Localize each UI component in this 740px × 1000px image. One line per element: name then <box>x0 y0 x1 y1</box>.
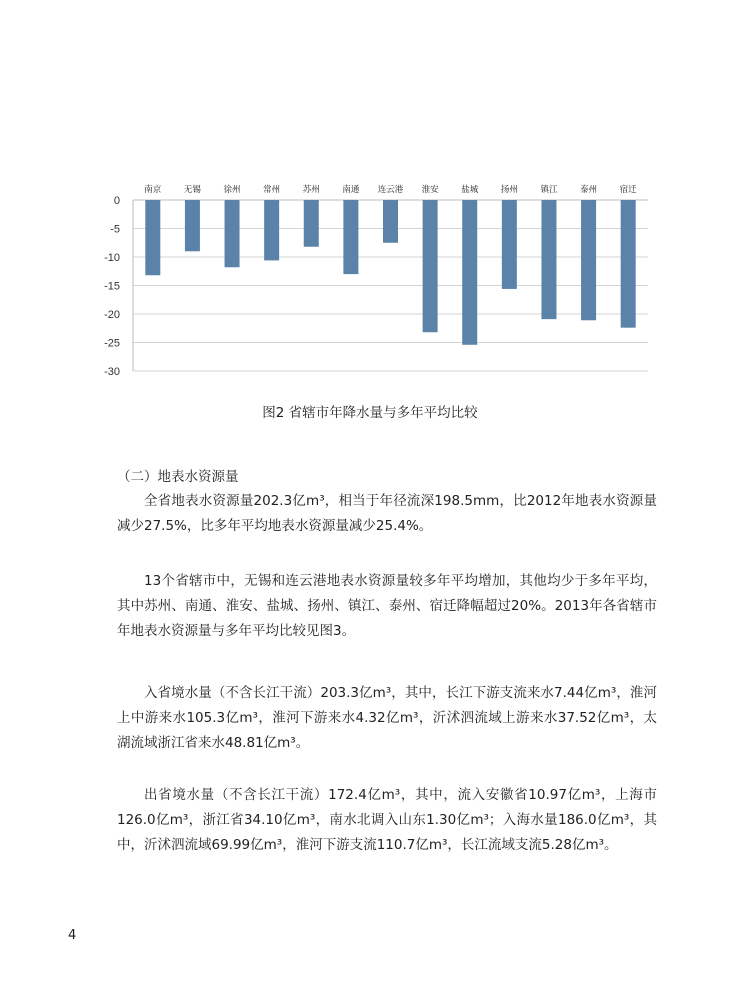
paragraph-city-comparison: 13个省辖市中，无锡和连云港地表水资源量较多年平均增加，其他均少于多年平均，其中苏州、南通、淮安、盐城、扬州、镇江、泰州、宿迁降幅超过20%。2013年各省辖市年地表水资源量与多年平均比较见图3。 <box>117 573 657 639</box>
category-label: 泰州 <box>580 185 598 195</box>
bar <box>185 200 200 251</box>
y-tick-label: -20 <box>104 309 120 321</box>
y-tick-label: -15 <box>104 280 120 293</box>
bar <box>383 200 398 243</box>
bar <box>304 200 319 247</box>
page-number: 4 <box>68 928 77 943</box>
bar <box>343 200 358 274</box>
category-label: 南京 <box>144 185 162 195</box>
category-label: 盐城 <box>461 185 479 195</box>
category-label: 徐州 <box>223 185 241 195</box>
precipitation-comparison-chart <box>0 0 740 390</box>
bar <box>581 200 596 320</box>
y-tick-label: -5 <box>110 223 120 236</box>
category-label: 宿迁 <box>619 185 637 195</box>
bar <box>225 200 240 267</box>
bar <box>462 200 477 345</box>
category-label: 无锡 <box>183 185 201 195</box>
y-tick-label: -10 <box>104 252 120 264</box>
category-label: 镇江 <box>540 185 558 195</box>
category-label: 连云港 <box>377 185 404 195</box>
chart-category-labels <box>144 184 637 195</box>
section-title: （二）地表水资源量 <box>117 469 239 485</box>
category-label: 淮安 <box>421 185 439 195</box>
y-tick-label: -25 <box>104 337 120 350</box>
category-label: 常州 <box>263 185 281 195</box>
bar <box>541 200 556 319</box>
paragraph-inflow: 入省境水量（不含长江干流）203.3亿m³，其中，长江下游支流来水7.44亿m³，淮河上中游来水105.3亿m³，淮河下游来水4.32亿m³，沂沭泗流域上游来水37.52亿m³，太湖流域浙江省来水48.81亿m³。 <box>117 685 657 751</box>
category-label: 扬州 <box>500 185 518 195</box>
bar <box>502 200 517 289</box>
bar <box>423 200 438 332</box>
category-label: 南通 <box>342 185 360 195</box>
figure-caption: 图2 省辖市年降水量与多年平均比较 <box>262 405 478 421</box>
y-tick-label: 0 <box>113 195 120 207</box>
bar <box>621 200 636 328</box>
y-tick-label: -30 <box>104 366 120 378</box>
category-label: 苏州 <box>302 185 320 195</box>
bar <box>145 200 160 275</box>
chart-y-tick-labels <box>104 195 120 378</box>
chart-bars <box>145 200 635 345</box>
bar <box>264 200 279 260</box>
paragraph-surface-water-total: 全省地表水资源量202.3亿m³，相当于年径流深198.5mm，比2012年地表水资源量减少27.5%，比多年平均地表水资源量减少25.4%。 <box>117 493 657 534</box>
paragraph-outflow: 出省境水量（不含长江干流）172.4亿m³，其中，流入安徽省10.97亿m³，上海市126.0亿m³，浙江省34.10亿m³，南水北调入山东1.30亿m³；入海水量186.0亿m³，其中，沂沭泗流域69.99亿m³，淮河下游支流110.7亿m³，长江流域支流5.28亿m³。 <box>117 787 657 853</box>
